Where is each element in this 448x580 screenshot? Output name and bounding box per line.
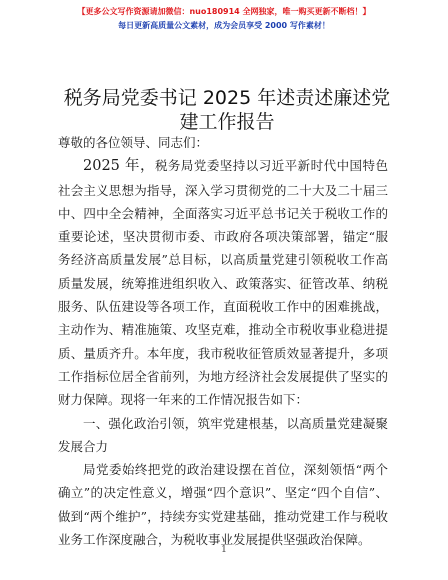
page-number: 1 — [221, 545, 227, 555]
intro-text: 税务局党委坚持以习近平新时代中国特色社会主义思想为指导，深入学习贯彻党的二十大及二十届三中、四中全会精神，全面落实习近平总书记关于税收工作的重要论述，坚决贯彻市委、市政府各项决策部署，锚定“服务经济高质量发展”总目标，以高质量党建引领税收工作高质量发展，统筹推进组织收入、政策落实、征管改革、纳税服务、队伍建设等各项工作，直面税收工作中的困难挑战，主动作为、精准施策、攻坚克难，推动全市税收事业稳进提质、量质齐升。本年度，我市税收征管质效显著提升，多项工作指标位居全省前列，为地方经济社会发展提供了坚实的财力保障。现将一年来的工作情况报告如下： — [58, 158, 388, 408]
section-1-paragraph: 局党委始终把党的政治建设摆在首位，深刻领悟“两个确立”的决定性意义，增强“四个意识”、坚定“四个自信”、做到“两个维护”，持续夯实党建基础，推动党建工作与税收业务工作深度融合，为税收事业发展提供坚强政治保障。 — [58, 462, 388, 548]
document-title: 税务局党委书记 2025 年述责述廉述党建工作报告 — [63, 87, 391, 133]
promo-line-1: 【更多公文写作资源请加微信：nuo180914 全网独家，唯一购买更新不断档！】 — [77, 7, 371, 16]
intro-paragraph — [58, 154, 388, 411]
intro-year: 2025 年， — [83, 158, 155, 175]
document-body — [58, 131, 388, 551]
promo-banner — [0, 6, 448, 31]
greeting: 尊敬的各位领导、同志们： — [58, 135, 209, 150]
promo-line-2: 每日更新高质量公文素材，成为会员享受 2000 写作素材！ — [118, 21, 330, 30]
section-1-heading: 一、强化政治引领，筑牢党建根基，以高质量党建凝聚发展合力 — [58, 415, 388, 454]
